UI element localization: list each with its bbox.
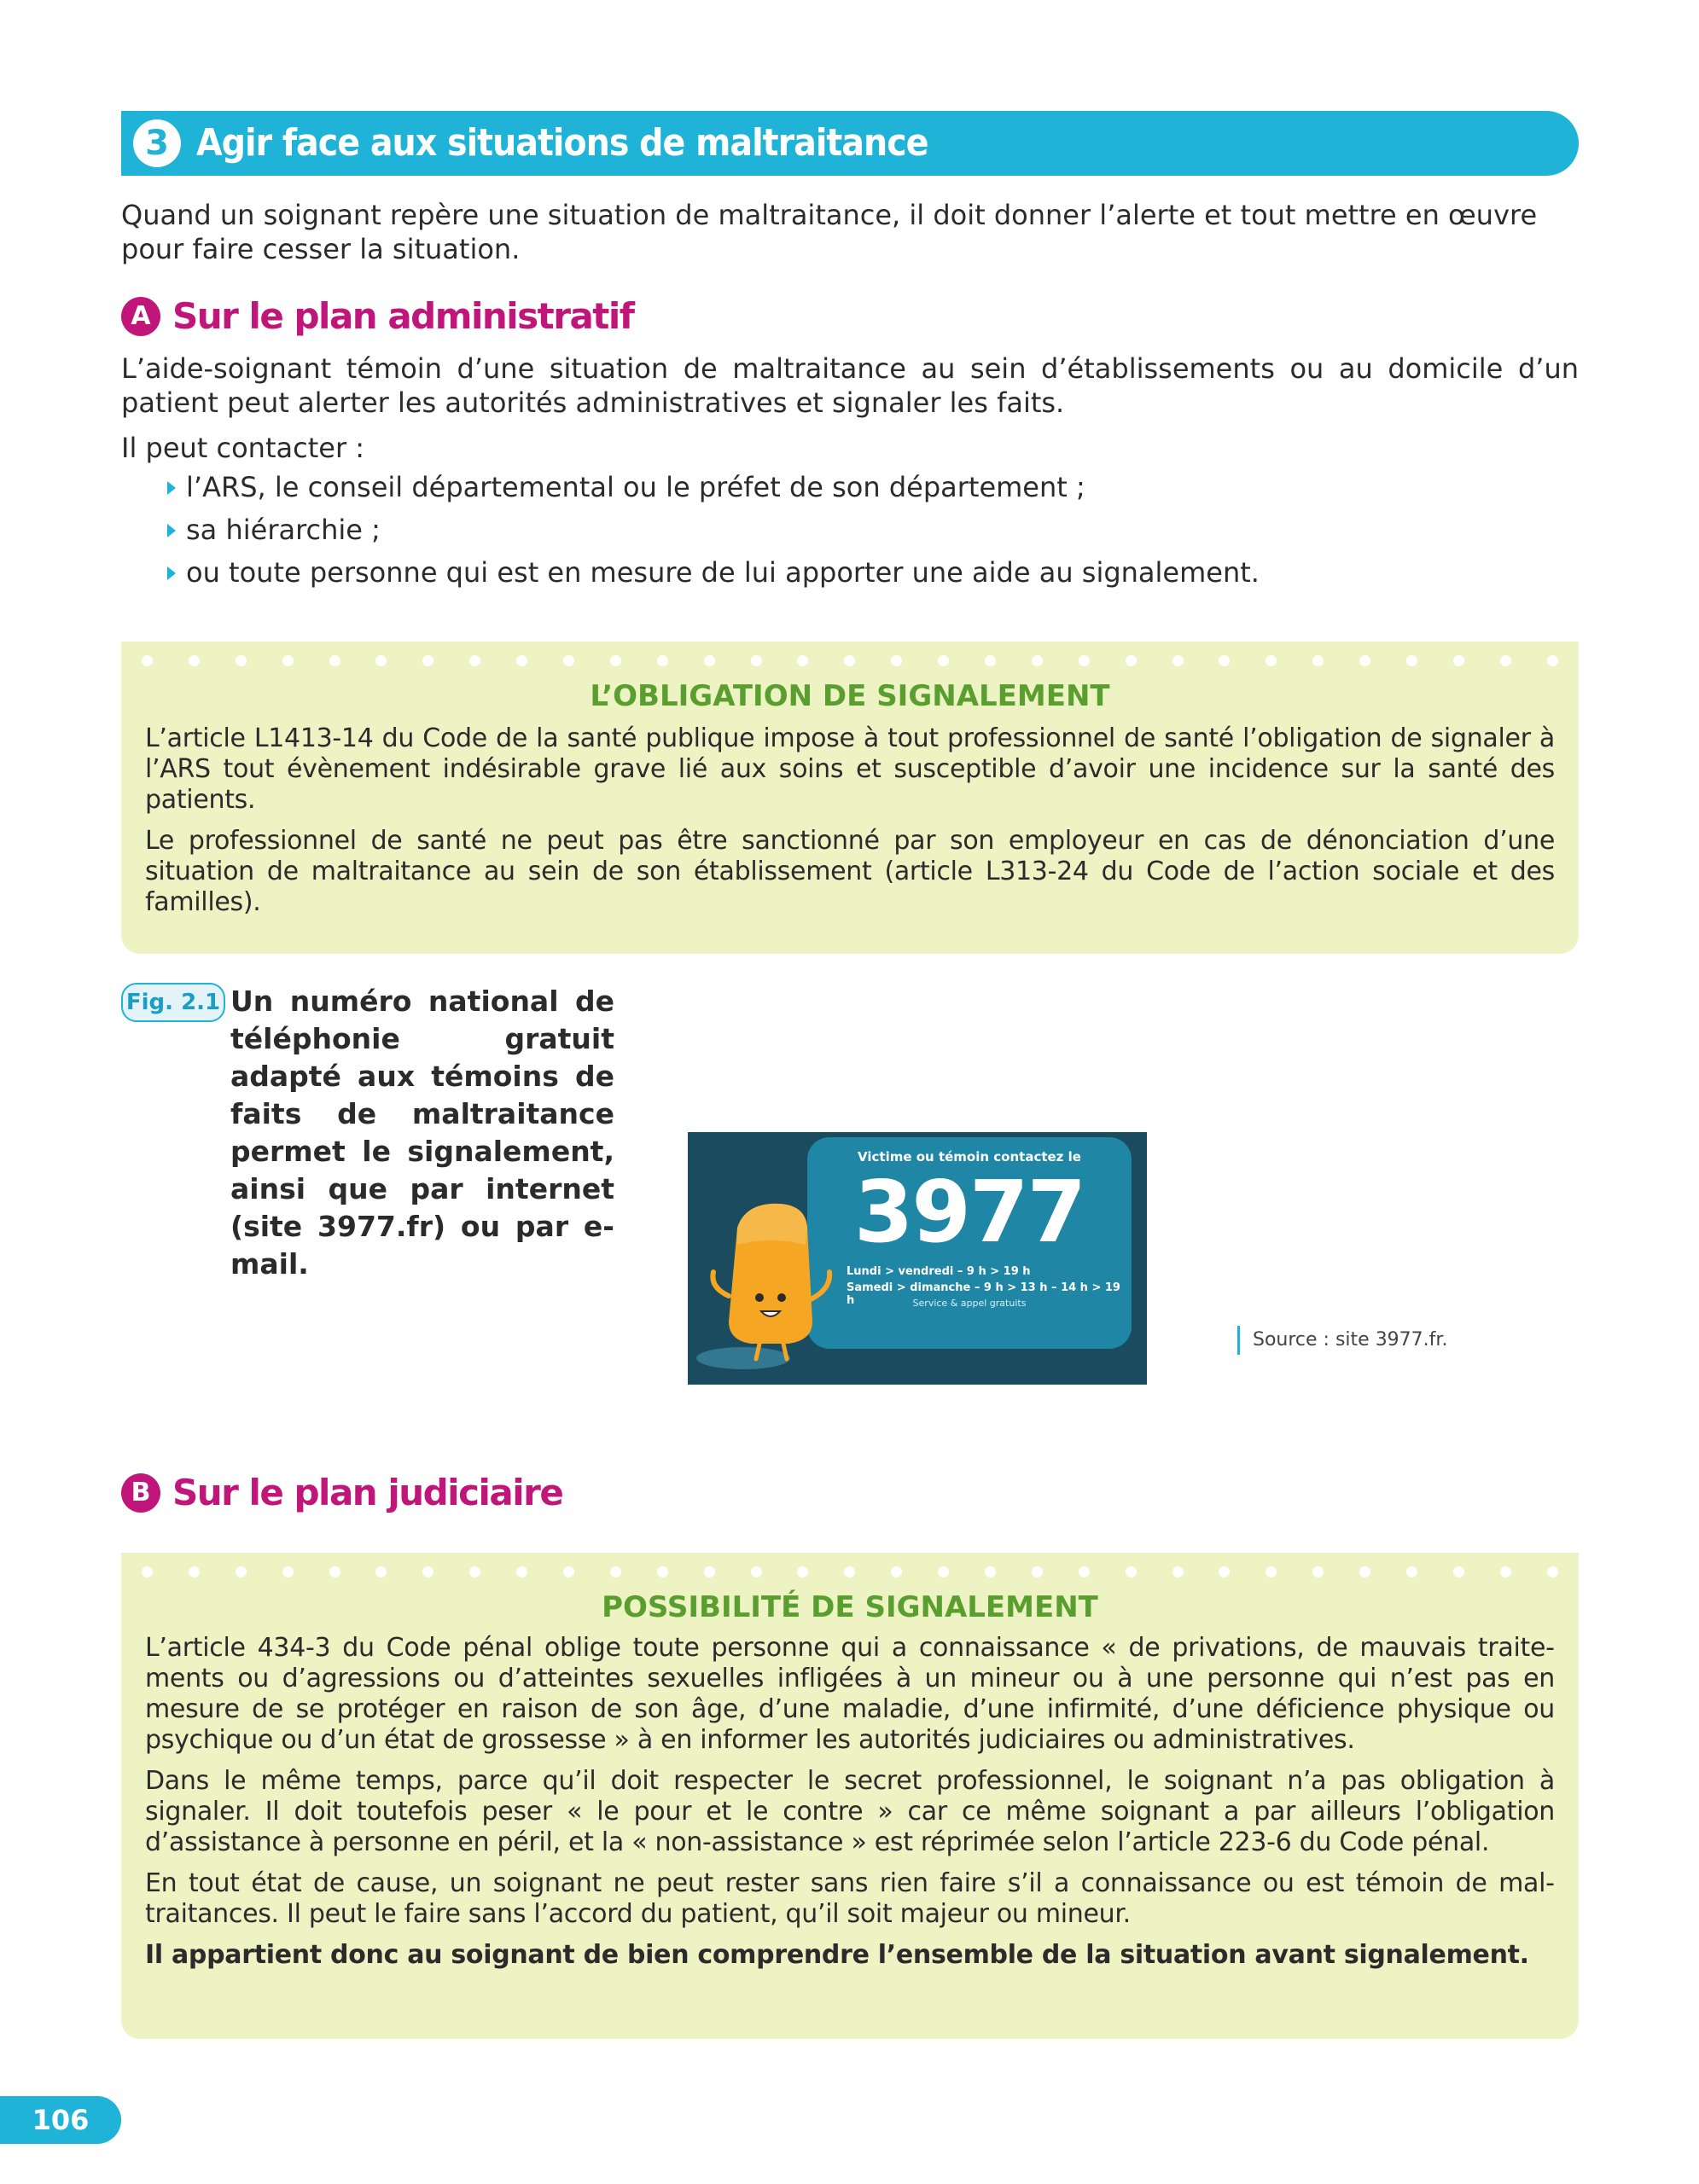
- divider-dot: [563, 655, 574, 666]
- divider-dot: [704, 1566, 715, 1577]
- divider-dot: [329, 1566, 340, 1577]
- figure-caption: Un numéro national de téléphonie gratuit adapté aux témoins de faits de maltraitance permet le signalement, ainsi que par internet (site 3977.fr) ou par e-mail.: [230, 985, 614, 1281]
- section-number-badge: 3: [133, 119, 181, 167]
- divider-dot: [516, 655, 527, 666]
- divider-dot: [469, 655, 480, 666]
- divider-dot: [1312, 655, 1324, 666]
- obligation-paragraph: Le professionnel de santé ne peut pas être sanctionné par son employeur en cas de dénonciation d’une situation de maltraitance au sein de son établissement (article L313-24 du Code de l’action sociale et des familles).: [145, 826, 1555, 917]
- page-number: 106: [0, 2096, 121, 2144]
- bullet-icon: [167, 481, 176, 495]
- obligation-box: [121, 642, 1579, 954]
- subsection-a-heading: [121, 293, 804, 340]
- divider-dot: [1219, 1566, 1230, 1577]
- divider-dot: [375, 1566, 387, 1577]
- divider-dot: [563, 1566, 574, 1577]
- possibility-paragraph: Dans le même temps, parce qu’il doit respecter le secret professionnel, le soignant n’a pas obligation à signaler. Il doit toutefois peser « le pour et le contre » car ce même soignant a par ailleurs l’obligation d’assistance à personne en péril, et la « non-assistance » est réprimée selon l’article 223-6 du Code pénal.: [145, 1766, 1555, 1857]
- divider-dot: [282, 1566, 294, 1577]
- divider-dot: [610, 1566, 621, 1577]
- divider-dot: [1172, 1566, 1184, 1577]
- divider-dot: [797, 655, 808, 666]
- divider-dot: [1126, 1566, 1137, 1577]
- divider-dot: [1266, 655, 1277, 666]
- section-intro: Quand un soignant repère une situation de maltraitance, il doit donner l’alerte et tout mettre en œuvre pour faire cesser la situation.: [121, 199, 1538, 265]
- poster-number: 3977: [853, 1162, 1085, 1262]
- mascot-icon: [703, 1194, 840, 1364]
- possibility-paragraph: En tout état de cause, un soignant ne peut rester sans rien faire s’il a connaissance ou est témoin de maltraitances. Il peut le faire sans l’accord du patient, qu’il soit majeur ou mineur.: [145, 1868, 1555, 1929]
- section-banner: [121, 111, 1579, 176]
- source-marker: [1237, 1326, 1240, 1355]
- divider-dot: [1453, 1566, 1464, 1577]
- divider-dot: [844, 655, 855, 666]
- divider-dot: [422, 655, 433, 666]
- divider-dot: [1032, 1566, 1043, 1577]
- obligation-box-text: [145, 723, 1555, 928]
- possibility-paragraph: L’article 434-3 du Code pénal oblige toute personne qui a connaissance « de privations, de mauvais traitements ou d’agressions ou d’atteintes sexuelles infligées à un mineur ou à une personne qui n’est pas en mesure de se protéger en raison de son âge, d’une maladie, d’une infirmité, d’une déficience physique ou psychique ou d’un état de grossesse » à en informer les autorités judiciaires ou administratives.: [145, 1633, 1555, 1755]
- divider-dot: [1079, 655, 1090, 666]
- divider-dot: [1500, 1566, 1511, 1577]
- section-title: Agir face aux situations de maltraitance: [196, 121, 928, 165]
- divider-dot: [1453, 655, 1464, 666]
- divider-dot: [1312, 1566, 1324, 1577]
- divider-dot: [751, 1566, 762, 1577]
- divider-dot: [329, 655, 340, 666]
- divider-dot: [1266, 1566, 1277, 1577]
- figure-tag: Fig. 2.1: [121, 983, 225, 1022]
- divider-dot: [1406, 655, 1417, 666]
- divider-dot: [375, 655, 387, 666]
- divider-dot: [657, 655, 668, 666]
- divider-dot: [797, 1566, 808, 1577]
- divider-dot: [610, 655, 621, 666]
- poster-hours-weekday: Lundi > vendredi – 9 h > 19 h: [847, 1265, 1031, 1278]
- divider-dot: [751, 655, 762, 666]
- divider-dot: [938, 655, 949, 666]
- obligation-box-title: L’OBLIGATION DE SIGNALEMENT: [590, 679, 1110, 713]
- possibility-box-text: [145, 1633, 1555, 1981]
- divider-dot: [236, 1566, 247, 1577]
- divider-dot: [938, 1566, 949, 1577]
- divider-dot: [1547, 655, 1558, 666]
- contact-intro: Il peut contacter :: [121, 432, 365, 464]
- poster-header: Victime ou témoin contactez le: [858, 1149, 1081, 1165]
- divider-dot: [1172, 655, 1184, 666]
- bullet-icon: [167, 566, 176, 580]
- divider-dot: [891, 1566, 902, 1577]
- subsection-a-title: Sur le plan administratif: [172, 295, 634, 337]
- divider-dot: [844, 1566, 855, 1577]
- divider-dot: [1126, 655, 1137, 666]
- divider-dot: [1359, 1566, 1370, 1577]
- contact-list: [167, 470, 1260, 598]
- divider-dot: [516, 1566, 527, 1577]
- subsection-b-title: Sur le plan judiciaire: [172, 1472, 563, 1513]
- divider-dot: [985, 1566, 996, 1577]
- divider-dot: [891, 655, 902, 666]
- divider-dot: [189, 655, 200, 666]
- divider-dot: [985, 655, 996, 666]
- list-item: sa hiérarchie ;: [167, 513, 1260, 547]
- divider-dot: [236, 655, 247, 666]
- possibility-box: [121, 1553, 1579, 2039]
- list-item: l’ARS, le conseil départemental ou le préfet de son département ;: [167, 470, 1260, 504]
- divider-dot: [1406, 1566, 1417, 1577]
- bullet-icon: [167, 524, 176, 537]
- dot-divider: [142, 1566, 1558, 1578]
- subsection-b-letter: B: [121, 1473, 160, 1513]
- poster-hours-weekend: Samedi > dimanche – 9 h > 13 h – 14 h > 19 h: [847, 1281, 1120, 1307]
- divider-dot: [1547, 1566, 1558, 1577]
- subsection-b-heading: [121, 1470, 804, 1516]
- dot-divider: [142, 655, 1558, 667]
- subsection-a-paragraph: L’aide-soignant témoin d’une situation de maltraitance au sein d’établissements ou au domicile d’un patient peut alerter les autorités administratives et signaler les faits.: [121, 352, 1579, 419]
- divider-dot: [142, 1566, 153, 1577]
- divider-dot: [704, 655, 715, 666]
- divider-dot: [1500, 655, 1511, 666]
- possibility-box-title: POSSIBILITÉ DE SIGNALEMENT: [602, 1590, 1098, 1624]
- divider-dot: [189, 1566, 200, 1577]
- divider-dot: [1219, 655, 1230, 666]
- divider-dot: [422, 1566, 433, 1577]
- divider-dot: [282, 655, 294, 666]
- divider-dot: [1079, 1566, 1090, 1577]
- poster-speech-bubble: [807, 1137, 1132, 1349]
- obligation-paragraph: L’article L1413-14 du Code de la santé publique impose à tout professionnel de santé l’obligation de signaler à l’ARS tout évènement indésirable grave lié aux soins et susceptible d’avoir une incidence sur la santé des patients.: [145, 723, 1555, 815]
- divider-dot: [657, 1566, 668, 1577]
- hotline-poster-image: [688, 1132, 1147, 1385]
- divider-dot: [469, 1566, 480, 1577]
- divider-dot: [142, 655, 153, 666]
- figure-source: Source : site 3977.fr.: [1253, 1329, 1448, 1350]
- possibility-conclusion: Il appartient donc au soignant de bien comprendre l’ensemble de la situation avant signalement.: [145, 1940, 1529, 1970]
- divider-dot: [1032, 655, 1043, 666]
- divider-dot: [1359, 655, 1370, 666]
- list-item: ou toute personne qui est en mesure de lui apporter une aide au signalement.: [167, 555, 1260, 590]
- subsection-a-letter: A: [121, 297, 160, 336]
- poster-free-service: Service & appel gratuits: [912, 1298, 1027, 1309]
